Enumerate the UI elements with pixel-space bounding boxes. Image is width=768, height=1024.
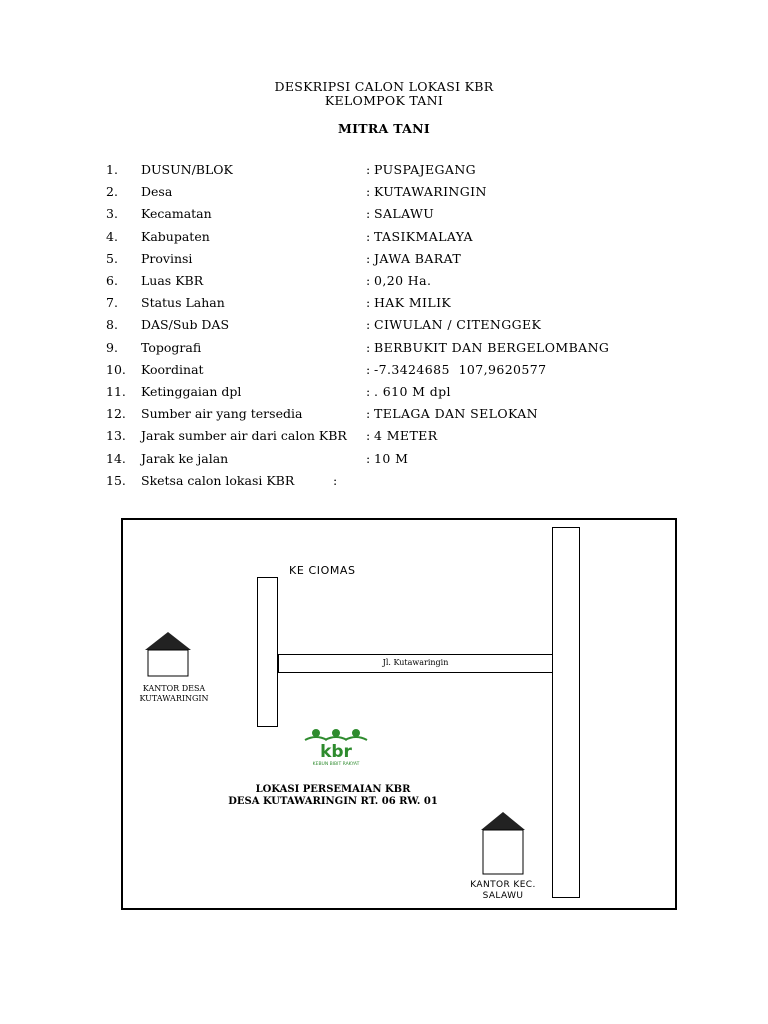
list-item [0, 317, 768, 335]
item-number: 12. [106, 406, 126, 422]
lokasi-line2: DESA KUTAWARINGIN RT. 06 RW. 01 [228, 796, 438, 807]
item-number: 6. [106, 273, 118, 288]
ke-ciomas-label: KE CIOMAS [289, 564, 356, 577]
item-value: TASIKMALAYA [374, 228, 473, 244]
item-colon: : [366, 339, 371, 355]
list-item [0, 229, 768, 247]
house-icon [479, 810, 527, 876]
list-item [0, 340, 768, 358]
list-item [0, 406, 768, 424]
item-colon: : [366, 162, 371, 177]
item-label: Status Lahan [141, 295, 225, 311]
road-vertical-right [552, 527, 580, 898]
item-label: Luas KBR [141, 273, 204, 288]
road-label: Jl. Kutawaringin [382, 658, 449, 667]
item-number: 11. [106, 384, 126, 399]
item-label: Jarak sumber air dari calon KBR [141, 428, 347, 444]
item-colon: : [366, 406, 371, 422]
item-label: Kabupaten [141, 228, 210, 244]
sketch-map [121, 518, 677, 910]
kantor-desa-line2: KUTAWARINGIN [139, 694, 209, 703]
list-item [0, 473, 768, 491]
item-colon: : [366, 384, 371, 399]
kantor-kec-line1: KANTOR KEC. [470, 880, 536, 890]
item-value: SALAWU [374, 206, 435, 222]
kantor-desa-label [129, 684, 219, 704]
item-colon: : [366, 317, 371, 333]
road-vertical-left [257, 577, 278, 727]
list-item [0, 295, 768, 313]
item-value: 0,20 Ha. [374, 273, 432, 288]
item-label: Ketinggaian dpl [141, 384, 242, 399]
item-value: 4 METER [374, 428, 438, 444]
item-number: 1. [106, 162, 118, 177]
item-value: CIWULAN / CITENGGEK [374, 317, 542, 333]
doc-title-line3: MITRA TANI [337, 121, 430, 136]
item-number: 8. [106, 317, 118, 333]
item-label: DAS/Sub DAS [141, 317, 230, 333]
doc-title-line2: KELOMPOK TANI [324, 93, 444, 108]
item-label: Topografi [141, 339, 202, 355]
item-label: Koordinat [141, 361, 204, 377]
logo-subtext: KEBUN BIBIT RAKYAT [312, 762, 360, 767]
list-item [0, 206, 768, 224]
kantor-desa-line1: KANTOR DESA [142, 684, 206, 693]
item-value: . 610 M dpl [374, 384, 451, 399]
item-number: 15. [106, 472, 126, 488]
item-value: JAWA BARAT [374, 250, 462, 266]
logo-text: kbr [320, 742, 352, 762]
kantor-kec-line2: SALAWU [482, 891, 524, 901]
item-number: 14. [106, 450, 126, 466]
item-number: 3. [106, 206, 118, 222]
list-item [0, 273, 768, 291]
item-colon: : [333, 472, 338, 488]
item-value: KUTAWARINGIN [374, 184, 487, 200]
item-value: PUSPAJEGANG [374, 162, 477, 177]
house-icon [143, 630, 193, 678]
doc-title-line1: DESKRIPSI CALON LOKASI KBR [274, 79, 494, 94]
list-item [0, 251, 768, 269]
lokasi-label [183, 784, 483, 808]
list-item [0, 428, 768, 446]
item-number: 7. [106, 295, 118, 311]
item-colon: : [366, 273, 371, 288]
list-item [0, 184, 768, 202]
item-label: Jarak ke jalan [141, 450, 229, 466]
item-value: -7.3424685 107,9620577 [374, 361, 547, 377]
item-colon: : [366, 361, 371, 377]
item-colon: : [366, 250, 371, 266]
item-colon: : [366, 206, 371, 222]
item-label: Provinsi [141, 250, 193, 266]
list-item [0, 451, 768, 469]
kbr-logo [303, 728, 369, 768]
lokasi-line1: LOKASI PERSEMAIAN KBR [255, 784, 411, 795]
item-number: 4. [106, 228, 118, 244]
item-value: TELAGA DAN SELOKAN [374, 406, 538, 422]
list-item [0, 384, 768, 402]
item-value: HAK MILIK [374, 295, 452, 311]
item-number: 13. [106, 428, 126, 444]
kantor-kec-label [443, 880, 563, 902]
item-label: Kecamatan [141, 206, 212, 222]
item-label: Sumber air yang tersedia [141, 406, 303, 422]
list-item [0, 362, 768, 380]
item-colon: : [366, 184, 371, 200]
item-value: 10 M [374, 450, 409, 466]
list-item [0, 162, 768, 180]
item-value: BERBUKIT DAN BERGELOMBANG [374, 339, 610, 355]
item-number: 2. [106, 184, 118, 200]
item-colon: : [366, 295, 371, 311]
item-number: 5. [106, 250, 118, 266]
item-number: 10. [106, 361, 126, 377]
item-label: DUSUN/BLOK [141, 162, 233, 177]
item-label: Desa [141, 184, 173, 200]
item-colon: : [366, 228, 371, 244]
item-number: 9. [106, 339, 118, 355]
item-label: Sketsa calon lokasi KBR [141, 472, 295, 488]
item-colon: : [366, 450, 371, 466]
item-colon: : [366, 428, 371, 444]
